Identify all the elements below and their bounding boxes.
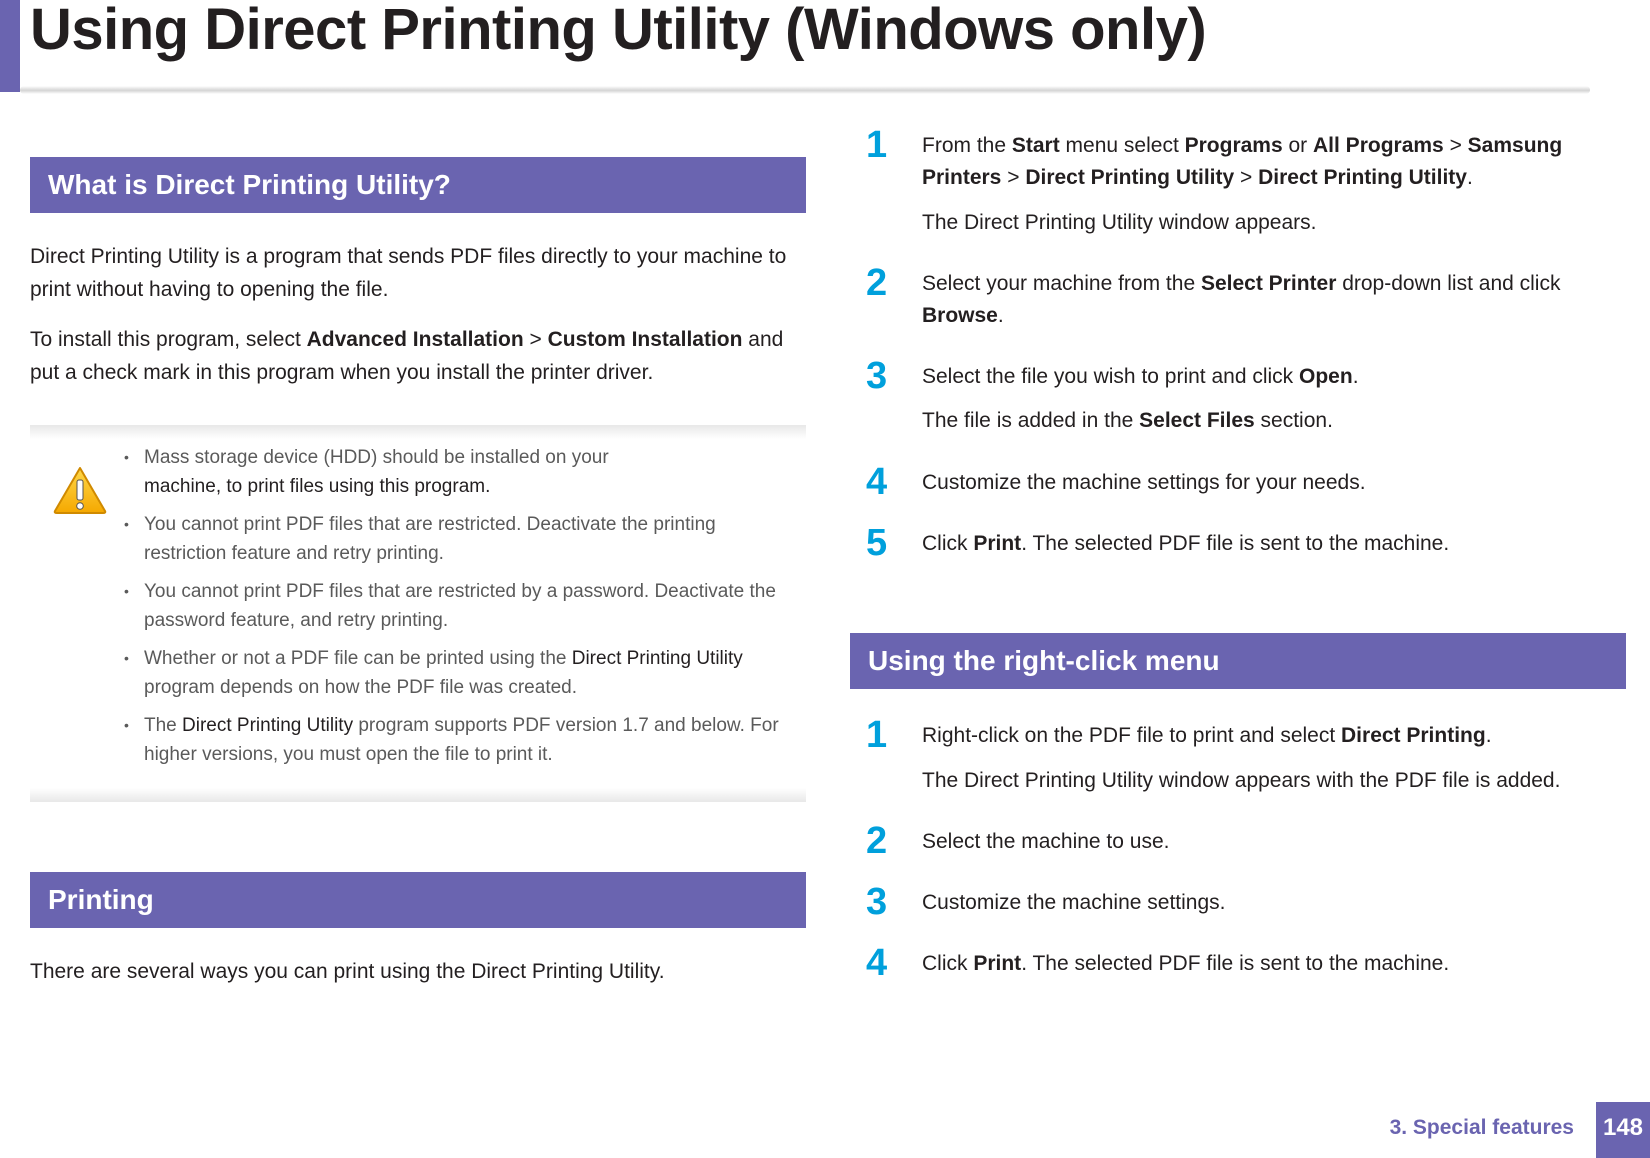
what-is-paragraph [30,240,806,306]
step-number: 4 [866,942,888,984]
note-text: You cannot print PDF files that are restricted by a password. Deactivate the password feature, and retry printing. [144,581,776,631]
step-number: 5 [866,522,888,564]
step-number: 2 [866,262,888,304]
note-text: program depends on how the PDF file was created. [144,677,578,698]
caution-list [130,443,798,778]
printing-paragraph: There are several ways you can print using the Direct Printing Utility. [30,960,665,983]
note-item [130,577,798,635]
page-title: Using Direct Printing Utility (Windows only) [30,0,1207,62]
step-text: From the Start menu select Programs or All Programs > Samsung Printers > Direct Printing Utility > Direct Printing Utility. [922,134,1563,189]
note-item [130,510,798,568]
what-is-text: Direct Printing Utility is a program that sends PDF files directly to your machine to print without having to opening the file. [30,245,787,301]
note-item [130,711,798,769]
step-number: 3 [866,881,888,923]
note-text: program supports PDF version 1.7 and below. For higher versions, you must open the file to print it. [144,715,779,765]
note-item [130,443,798,501]
note-text: Whether or not a PDF file can be printed using the [144,648,572,669]
section-heading-printing: Printing [30,872,806,928]
section-heading-what-is: What is Direct Printing Utility? [30,157,806,213]
section-heading-right-click: Using the right-click menu [850,633,1626,689]
advanced-installation-label: Advanced Installation [306,328,524,351]
page-number: 148 [1596,1102,1650,1158]
step-text: Customize the machine settings for your needs. [922,471,1366,494]
caution-note [30,425,806,802]
step-number: 3 [866,355,888,397]
step-text: Click Print. The selected PDF file is sent to the machine. [922,532,1450,555]
step-result: The file is added in the Select Files section. [922,409,1333,432]
install-paragraph [30,323,806,389]
note-text: You cannot print PDF files that are restricted. Deactivate the printing restriction feature and retry printing. [144,514,716,564]
step-text: Select the machine to use. [922,830,1170,853]
note-text: The [144,715,183,736]
step-result: The Direct Printing Utility window appears. [922,211,1317,234]
note-text: Mass storage device (HDD) should be installed on your [144,447,609,468]
step-text: Click Print. The selected PDF file is sent to the machine. [922,952,1450,975]
step-number: 1 [866,714,888,756]
step-result: The Direct Printing Utility window appears with the PDF file is added. [922,769,1561,792]
chapter-label: 3. Special features [1389,1116,1574,1139]
warning-icon [52,465,108,515]
step-text: Select your machine from the Select Printer drop-down list and click Browse. [922,272,1561,327]
note-text: machine, to print files using this program. [144,476,491,497]
step-number: 1 [866,124,888,166]
install-text-end: and put a check mark in this program when you install the printer driver. [30,328,784,384]
note-item [130,644,798,702]
separator: > [523,328,548,351]
title-divider [20,86,1590,94]
title-accent-bar [0,0,20,92]
app-name: Direct Printing Utility [182,715,354,736]
custom-installation-label: Custom Installation [547,328,743,351]
install-text: To install this program, select [30,328,307,351]
app-name: Direct Printing Utility [571,648,743,669]
step-text: Right-click on the PDF file to print and select Direct Printing. [922,724,1492,747]
step-text: Select the file you wish to print and click Open. [922,365,1359,388]
step-number: 4 [866,461,888,503]
step-number: 2 [866,820,888,862]
step-text: Customize the machine settings. [922,891,1226,914]
